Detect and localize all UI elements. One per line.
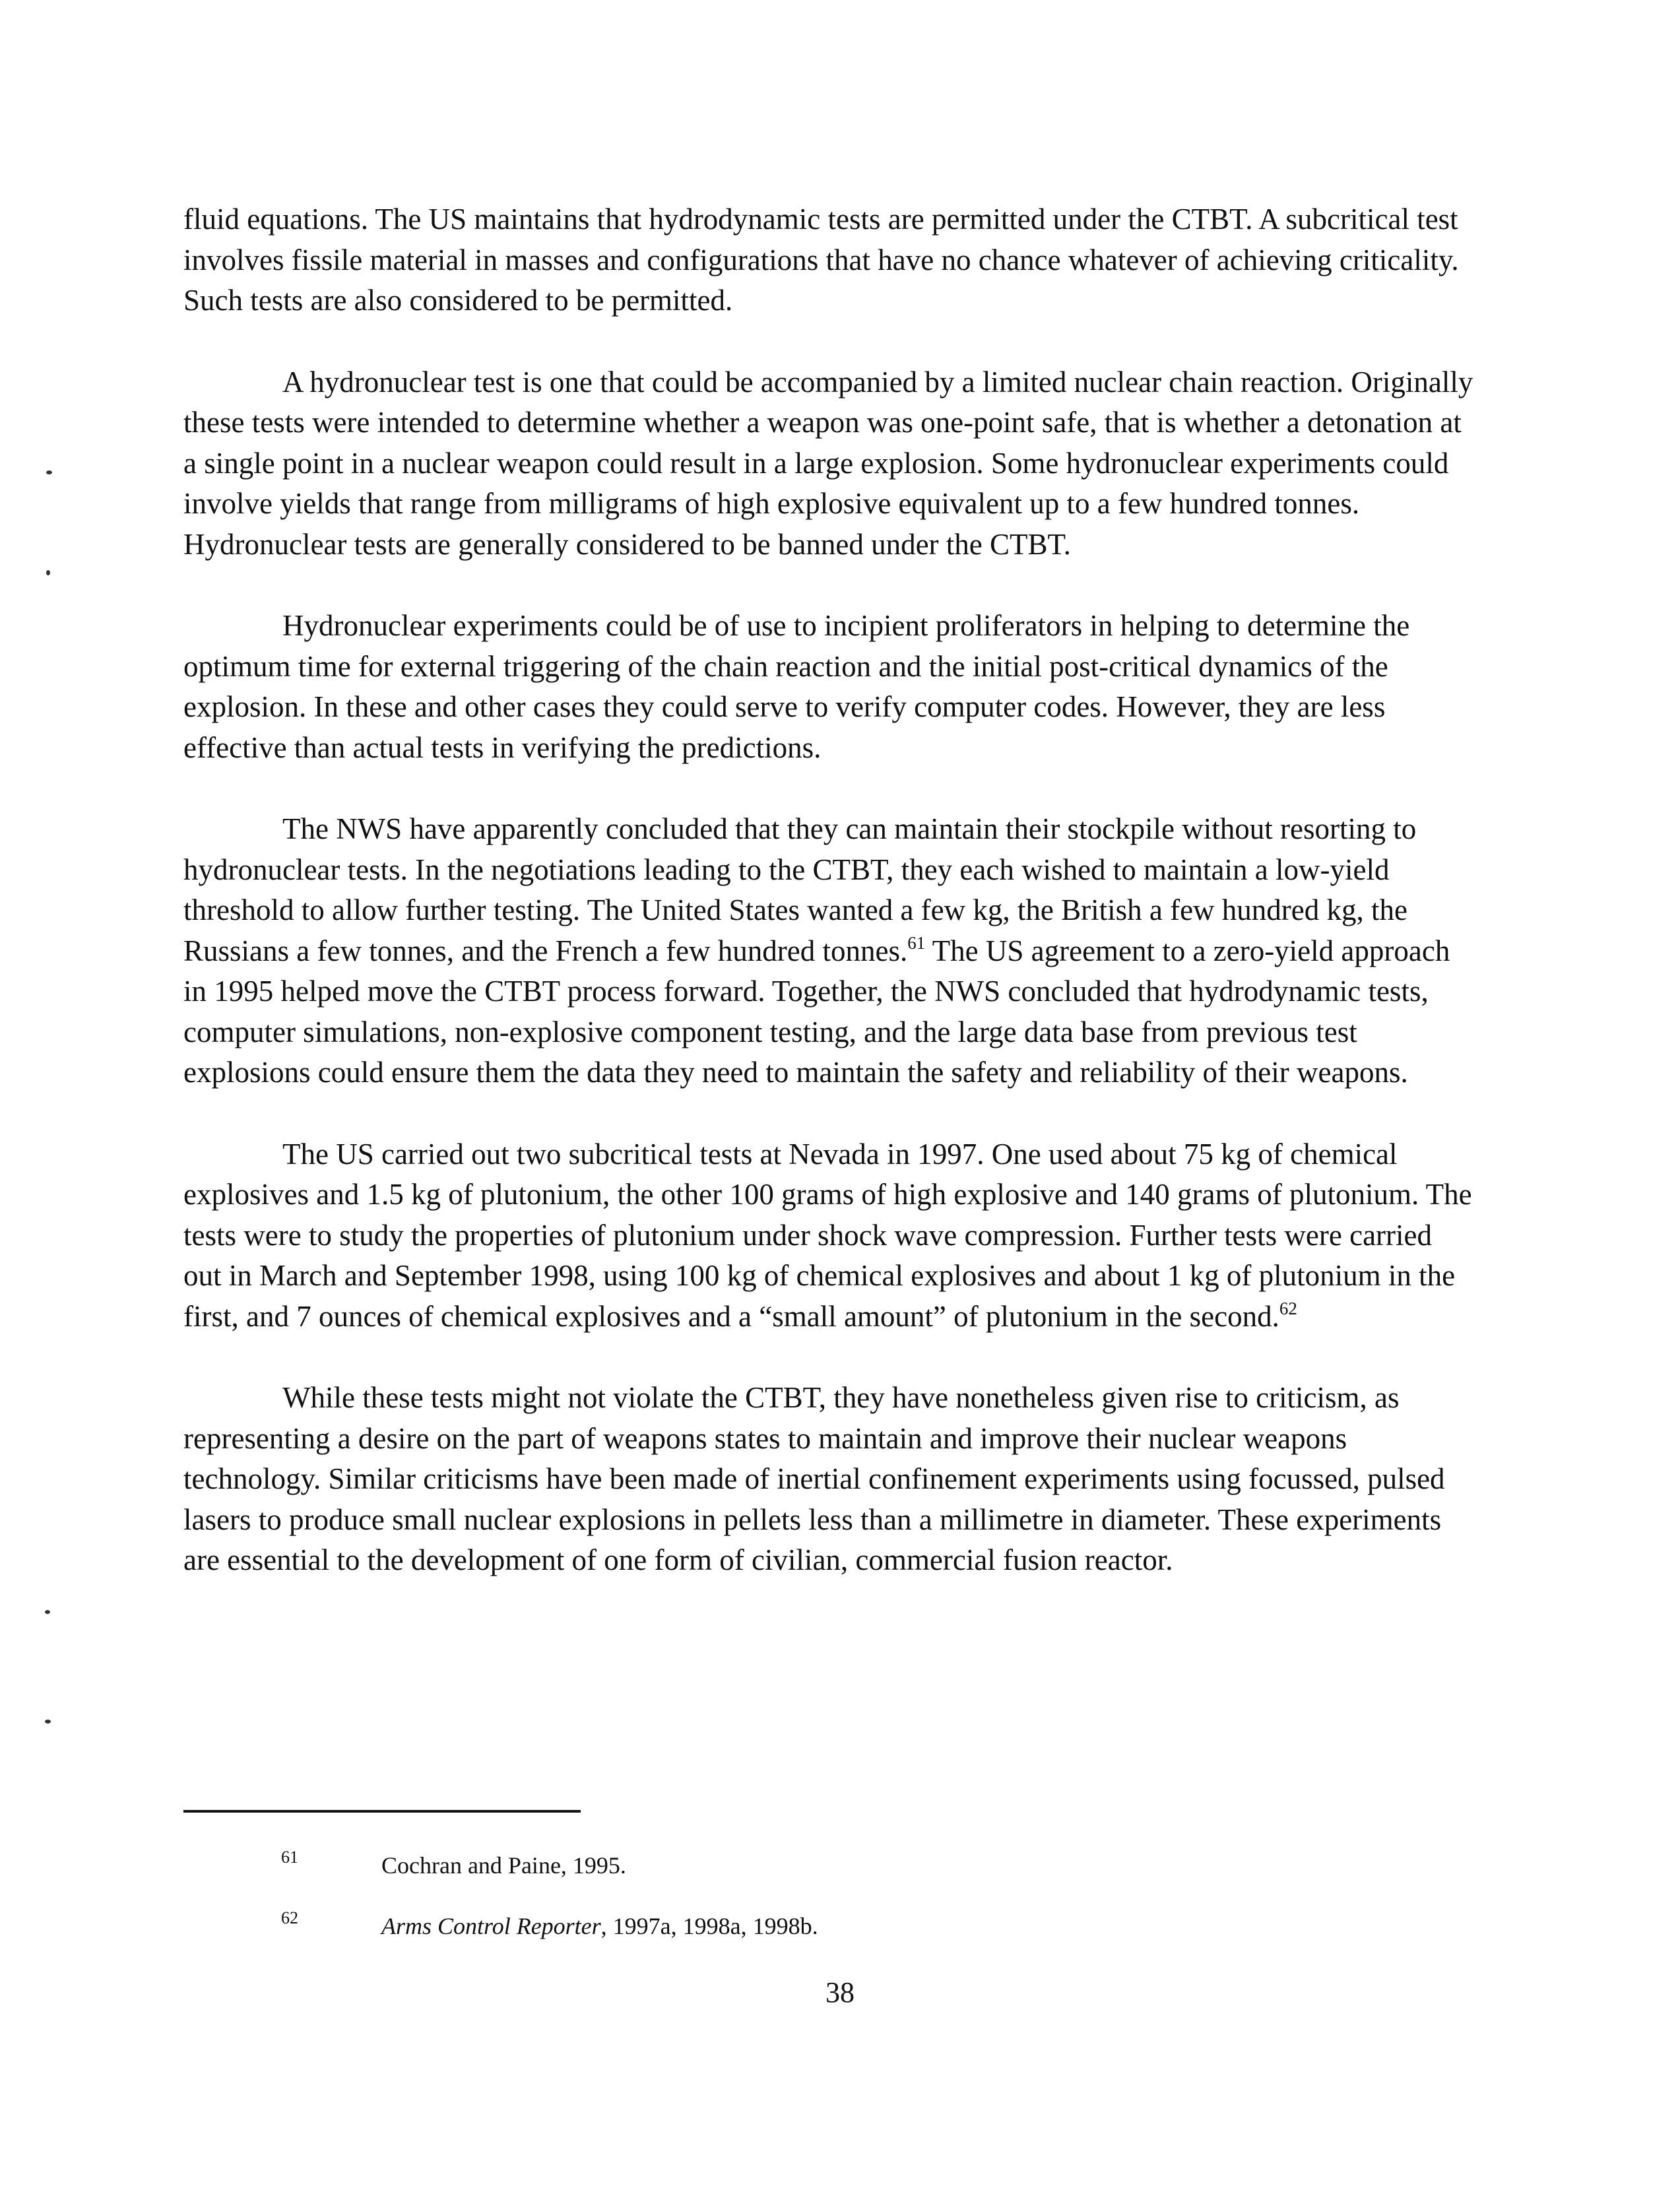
footnote-text <box>381 1910 818 1942</box>
footnote-number: 62 <box>281 1908 298 1927</box>
paragraph-4 <box>183 809 1477 1093</box>
scan-speck <box>46 570 50 575</box>
page-number: 38 <box>825 1976 855 2009</box>
footnote-source-title: Arms Control Reporter <box>381 1913 601 1939</box>
scan-speck <box>46 470 52 474</box>
paragraph-4-text-b: The US agreement to a zero-yield approach in 1995 helped move the CTBT process forward. Together, the NWS concluded that hydrodynamic tests, computer simulations, non-explosive component testing, and the large data base from previous test explosions could ensure them the data they need to maintain the safety and reliability of their weapons. <box>183 934 1450 1089</box>
paragraph-3: Hydronuclear experiments could be of use to incipient proliferators in helping to determine the optimum time for external triggering of the chain reaction and the initial post-critical dynamics of the explosion. In these and other cases they could serve to verify computer codes. However, they are less effective than actual tests in verifying the predictions. <box>183 609 1410 764</box>
scan-speck <box>45 1720 51 1724</box>
footnote-source-detail: , 1997a, 1998a, 1998b. <box>600 1913 818 1939</box>
footnote-number: 61 <box>281 1848 298 1867</box>
footnote-ref-61[interactable]: 61 <box>907 932 926 953</box>
paragraph-2: A hydronuclear test is one that could be accompanied by a limited nuclear chain reaction. Originally these tests were intended to determine whether a weapon was one-point safe, that is whether a detonation at a single point in a nuclear weapon could result in a large explosion. Some hydronuclear experiments could involve yields that range from milligrams of high explosive equivalent up to a few hundred tonnes. Hydronuclear tests are generally considered to be banned under the CTBT. <box>183 365 1473 561</box>
paragraph-5 <box>183 1134 1477 1338</box>
paragraph-4-text-a: The NWS have apparently concluded that they can maintain their stockpile without resorting to hydronuclear tests. In the negotiations leading to the CTBT, they each wished to maintain a low-yield threshold to allow further testing. The United States wanted a few kg, the British a few hundred kg, the Russians a few tonnes, and the French a few hundred tonnes. <box>183 812 1417 967</box>
paragraph-1: fluid equations. The US maintains that hydrodynamic tests are permitted under the CTBT. A subcritical test involves fissile material in masses and configurations that have no chance whatever of achieving criticality. Such tests are also considered to be permitted. <box>183 203 1459 317</box>
paragraph-6: While these tests might not violate the CTBT, they have nonetheless given rise to criticism, as representing a desire on the part of weapons states to maintain and improve their nuclear weapons technology. Similar criticisms have been made of inertial confinement experiments using focussed, pulsed lasers to produce small nuclear explosions in pellets less than a millimetre in diameter. These experiments are essential to the development of one form of civilian, commercial fusion reactor. <box>183 1381 1445 1576</box>
paragraph-5-text: The US carried out two subcritical tests at Nevada in 1997. One used about 75 kg of chemical explosives and 1.5 kg of plutonium, the other 100 grams of high explosive and 140 grams of plutonium. The tests were to study the properties of plutonium under shock wave compression. Further tests were carried out in March and September 1998, using 100 kg of chemical explosives and about 1 kg of plutonium in the first, and 7 ounces of chemical explosives and a “small amount” of plutonium in the second. <box>183 1137 1472 1333</box>
scan-speck <box>45 1610 50 1614</box>
footnote-text: Cochran and Paine, 1995. <box>381 1852 626 1879</box>
footnote-ref-62[interactable]: 62 <box>1279 1298 1297 1318</box>
footnote-separator <box>183 1810 581 1813</box>
body-text <box>183 199 1477 1622</box>
